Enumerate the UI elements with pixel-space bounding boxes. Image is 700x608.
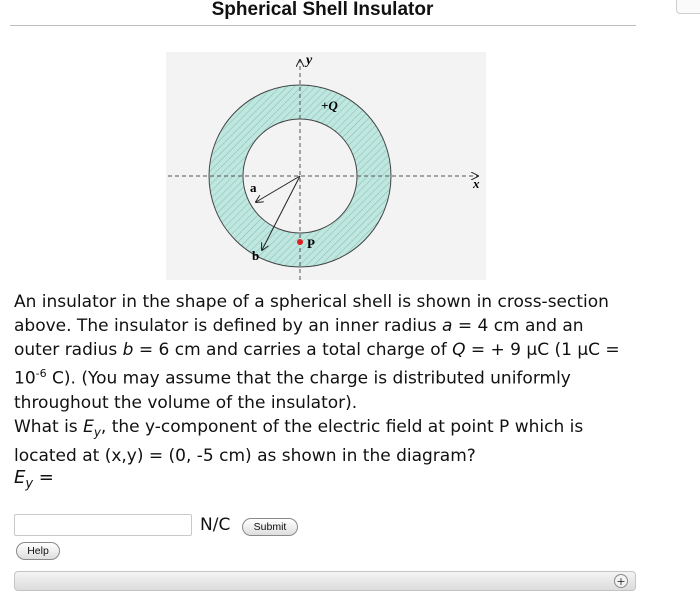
- var-e: E: [83, 416, 94, 437]
- answer-input[interactable]: [14, 514, 192, 536]
- unit-label: N/C: [200, 515, 231, 535]
- problem-line-3a: outer radius: [14, 340, 123, 360]
- y-axis-label: y: [306, 53, 313, 68]
- collapsed-panel-bar[interactable]: [14, 571, 636, 591]
- problem-line-5: throughout the volume of the insulator).: [14, 392, 358, 413]
- problem-line-3c: = + 9 μC (1 μC =: [465, 340, 620, 360]
- problem-line-4a: 10: [14, 368, 36, 389]
- problem-line-3b: = 6 cm and carries a total charge of: [133, 340, 453, 360]
- problem-line-6a: What is: [14, 416, 84, 437]
- submit-button[interactable]: Submit: [242, 518, 298, 536]
- shell-diagram: [166, 52, 486, 280]
- problem-line-1: An insulator in the shape of a spherical shell is shown in cross-section: [14, 292, 609, 312]
- page-title: Spherical Shell Insulator: [211, 0, 434, 20]
- problem-line-2b: = 4 cm and an: [452, 316, 584, 336]
- var-q: Q: [452, 340, 466, 360]
- answer-label: [14, 466, 54, 497]
- help-button[interactable]: Help: [16, 542, 60, 560]
- answer-var-sub: y: [25, 476, 34, 492]
- charge-label: +Q: [321, 98, 338, 113]
- answer-eq: =: [33, 467, 54, 488]
- radius-b-label: b: [252, 248, 260, 263]
- var-a: a: [442, 316, 453, 336]
- corner-tab[interactable]: [676, 0, 700, 14]
- problem-text: [14, 290, 629, 468]
- exponent: -6: [35, 367, 47, 380]
- answer-var: E: [14, 467, 26, 488]
- var-e-sub: y: [93, 425, 101, 440]
- x-axis-label: x: [473, 176, 480, 191]
- problem-line-4b: C). (You may assume that the charge is distributed uniformly: [46, 368, 571, 389]
- point-p-marker: [297, 239, 303, 245]
- radius-a-label: a: [250, 180, 257, 195]
- title-divider: [10, 25, 636, 26]
- problem-line-6b: , the y-component of the electric field at point P which is: [100, 416, 584, 437]
- var-b: b: [122, 340, 134, 360]
- plus-circle-icon[interactable]: +: [614, 574, 628, 588]
- problem-line-7: located at (x,y) = (0, -5 cm) as shown in the diagram?: [14, 446, 476, 467]
- point-p-label: P: [307, 236, 315, 251]
- problem-line-2a: above. The insulator is defined by an inner radius: [14, 316, 442, 336]
